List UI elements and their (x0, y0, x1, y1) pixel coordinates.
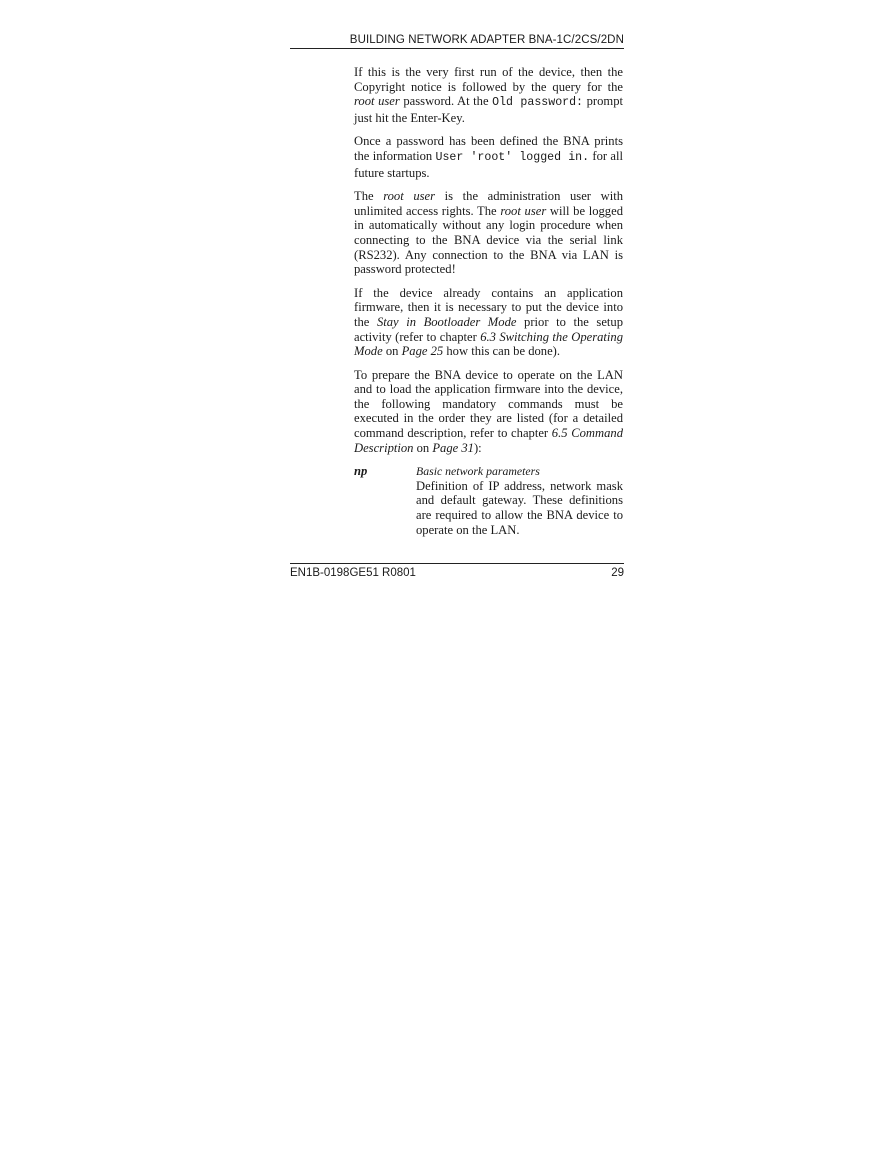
italic-term: root user (354, 94, 400, 109)
command-term: np (354, 464, 368, 479)
page-number: 29 (611, 567, 624, 579)
body-text (354, 65, 623, 544)
chapter-reference: 6.3 Switching the Operating Mode (354, 329, 623, 359)
code-text: User 'root' logged in. (435, 150, 590, 164)
text-run: If this is the very first run of the device, then the Copyright notice is followed by the query for the (354, 65, 623, 94)
command-title: Basic network parameters (416, 464, 540, 479)
italic-term: root user (500, 203, 547, 218)
text-run: on (413, 440, 433, 455)
command-text: Definition of IP address, network mask and default gateway. These definitions are required to allow the BNA device to operate on the LAN. (416, 478, 623, 537)
document-id: EN1B-0198GE51 R0801 (290, 567, 416, 579)
header-title: BUILDING NETWORK ADAPTER BNA-1C/2CS/2DN (349, 34, 624, 46)
italic-term: root user (383, 189, 436, 204)
paragraph-root-user (354, 189, 623, 277)
footer-rule (290, 563, 624, 564)
text-run: password. At the (399, 94, 493, 109)
paragraph-first-run (354, 65, 623, 125)
paragraph-prepare-lan (354, 368, 623, 456)
page-reference: Page 31 (432, 440, 474, 455)
paragraph-bootloader (354, 286, 623, 359)
command-description (416, 464, 623, 537)
command-definition-np (354, 464, 623, 544)
paragraph-password-defined (354, 134, 623, 180)
code-text: Old password: (492, 96, 584, 110)
chapter-reference: 6.5 Command Description (354, 426, 623, 455)
text-run: for all future startups. (354, 148, 624, 180)
text-run: on (382, 344, 402, 359)
header-rule (290, 48, 624, 49)
page-reference: Page 25 (401, 344, 444, 359)
text-run: To prepare the BNA device to operate on the LAN and to load the application firmware into the device, the following mandatory commands must be executed in the order they are listed (for a detailed command description, refer to chapter (354, 367, 623, 441)
text-run: prompt just hit the Enter-Key. (354, 94, 623, 125)
text-run: is the administration user with unlimited access rights. The (354, 189, 623, 218)
text-run: If the device already contains an application firmware, then it is necessary to put the device into the (354, 285, 623, 329)
text-run: prior to the setup activity (refer to chapter (354, 314, 623, 344)
text-run: ): (473, 440, 482, 455)
italic-term: Stay in Bootloader Mode (376, 314, 517, 329)
text-run: The (354, 189, 384, 204)
text-run: how this can be done). (443, 344, 561, 359)
text-run: will be logged in automatically without any login procedure when connecting to the BNA device via the serial link (RS232). Any connection to the BNA via LAN is password protected! (354, 203, 623, 277)
text-run: Once a password has been defined the BNA prints the information (354, 134, 623, 163)
